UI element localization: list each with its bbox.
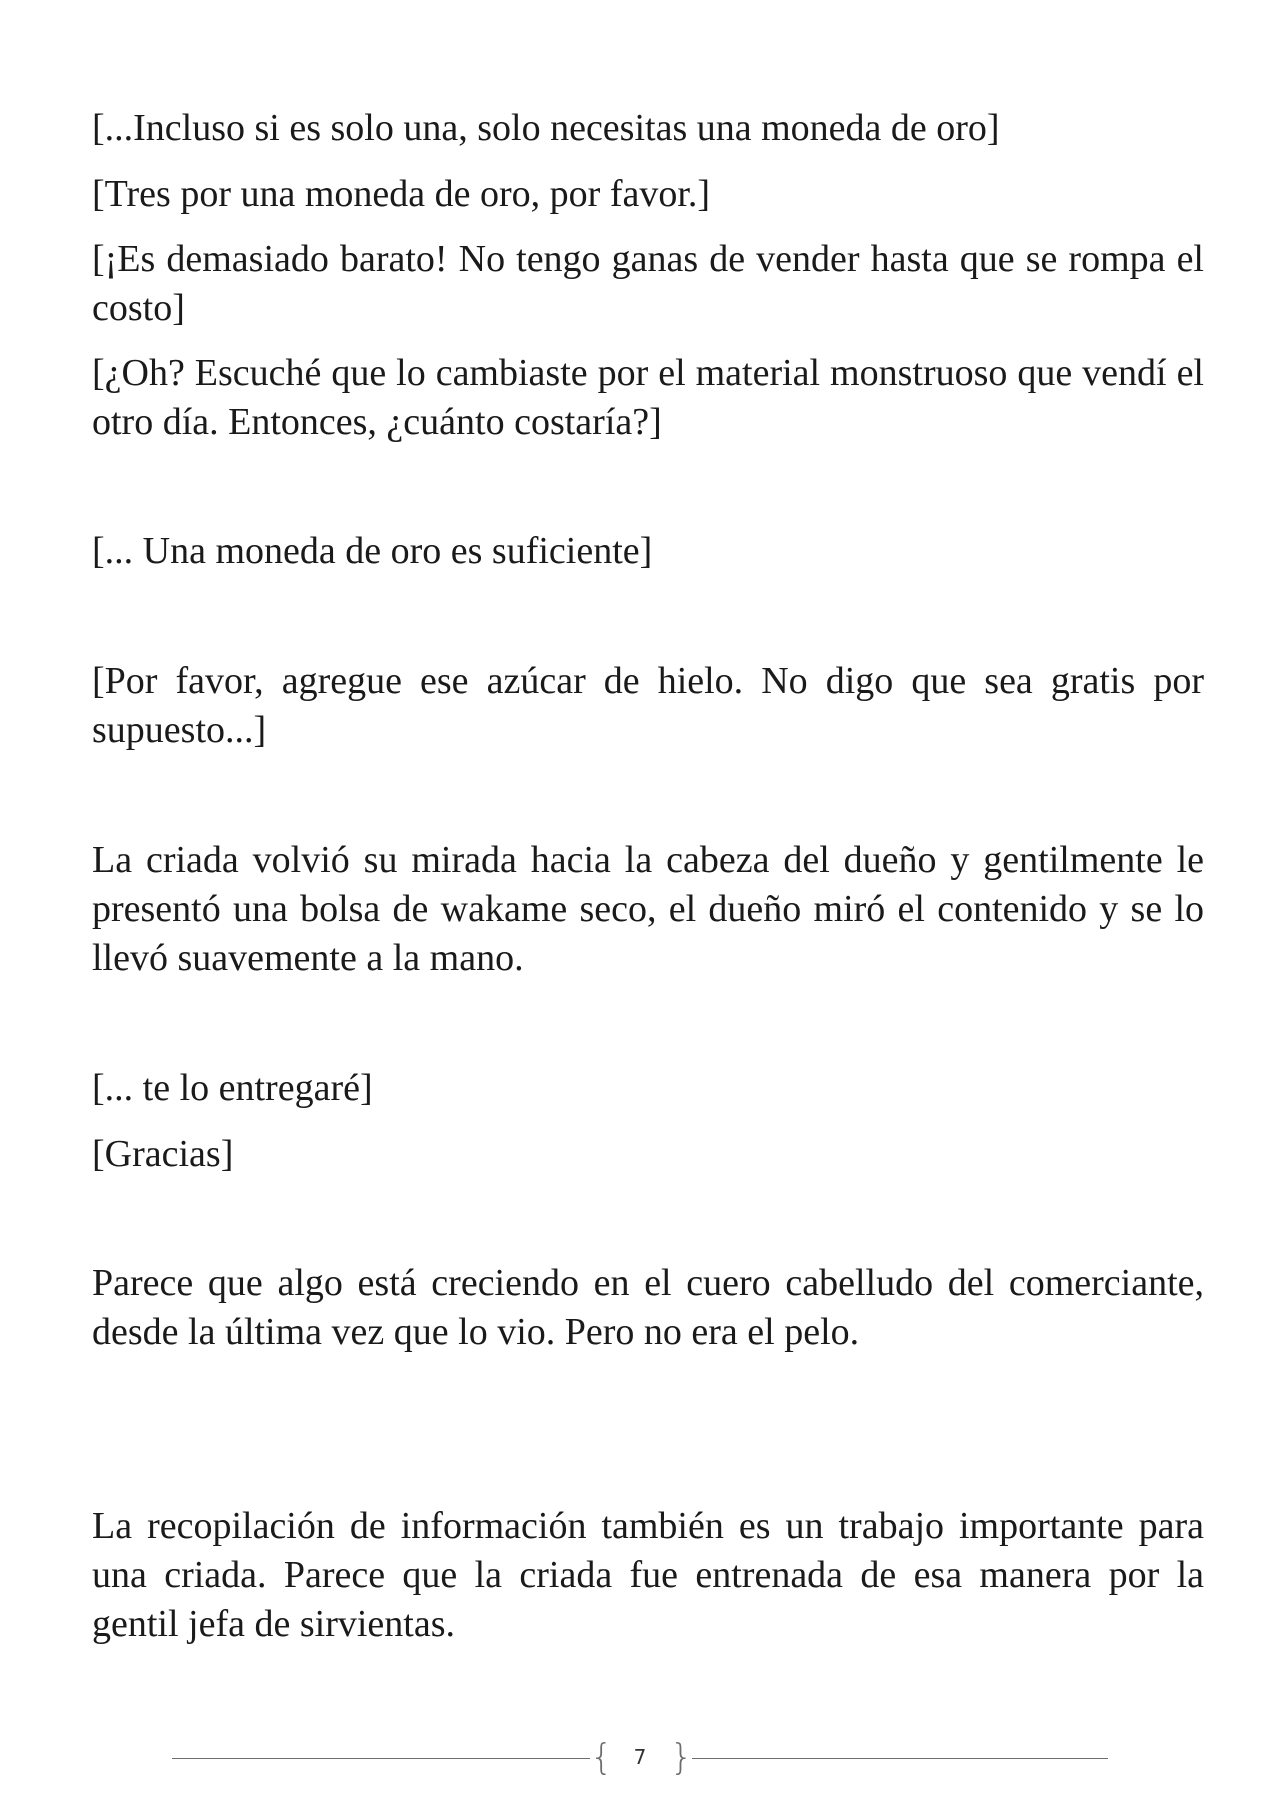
footer-bracket-right: } (670, 1737, 693, 1778)
dialogue-line: [...Incluso si es solo una, solo necesitas una moneda de oro] (92, 107, 1000, 149)
dialogue-line: [Tres por una moneda de oro, por favor.] (92, 173, 711, 215)
dialogue-line: [... Una moneda de oro es suficiente] (92, 530, 653, 572)
dialogue-line: [Gracias] (92, 1133, 234, 1175)
narration-paragraph: La recopilación de información también es un trabajo importante para una criada. Parece que la criada fue entrenada de esa manera por la gentil jefa de sirvientas. (92, 1505, 1204, 1645)
narration-paragraph: La criada volvió su mirada hacia la cabeza del dueño y gentilmente le presentó una bolsa de wakame seco, el dueño miró el contenido y se lo llevó suavemente a la mano. (92, 839, 1204, 979)
dialogue-line: [¿Oh? Escuché que lo cambiaste por el material monstruoso que vendí el otro día. Entonces, ¿cuánto costaría?] (92, 352, 1204, 443)
footer-bracket-left: { (590, 1737, 613, 1778)
footer-rule-right (692, 1758, 1108, 1759)
narration-paragraph: Parece que algo está creciendo en el cuero cabelludo del comerciante, desde la última vez que lo vio. Pero no era el pelo. (92, 1262, 1204, 1353)
dialogue-line: [Por favor, agregue ese azúcar de hielo. No digo que sea gratis por supuesto...] (92, 660, 1204, 751)
dialogue-line: [... te lo entregaré] (92, 1067, 373, 1109)
dialogue-line: [¡Es demasiado barato! No tengo ganas de vender hasta que se rompa el costo] (92, 238, 1204, 329)
footer-rule-left (172, 1758, 590, 1759)
page-number: 7 (633, 1745, 647, 1769)
page-footer (0, 1738, 1280, 1778)
